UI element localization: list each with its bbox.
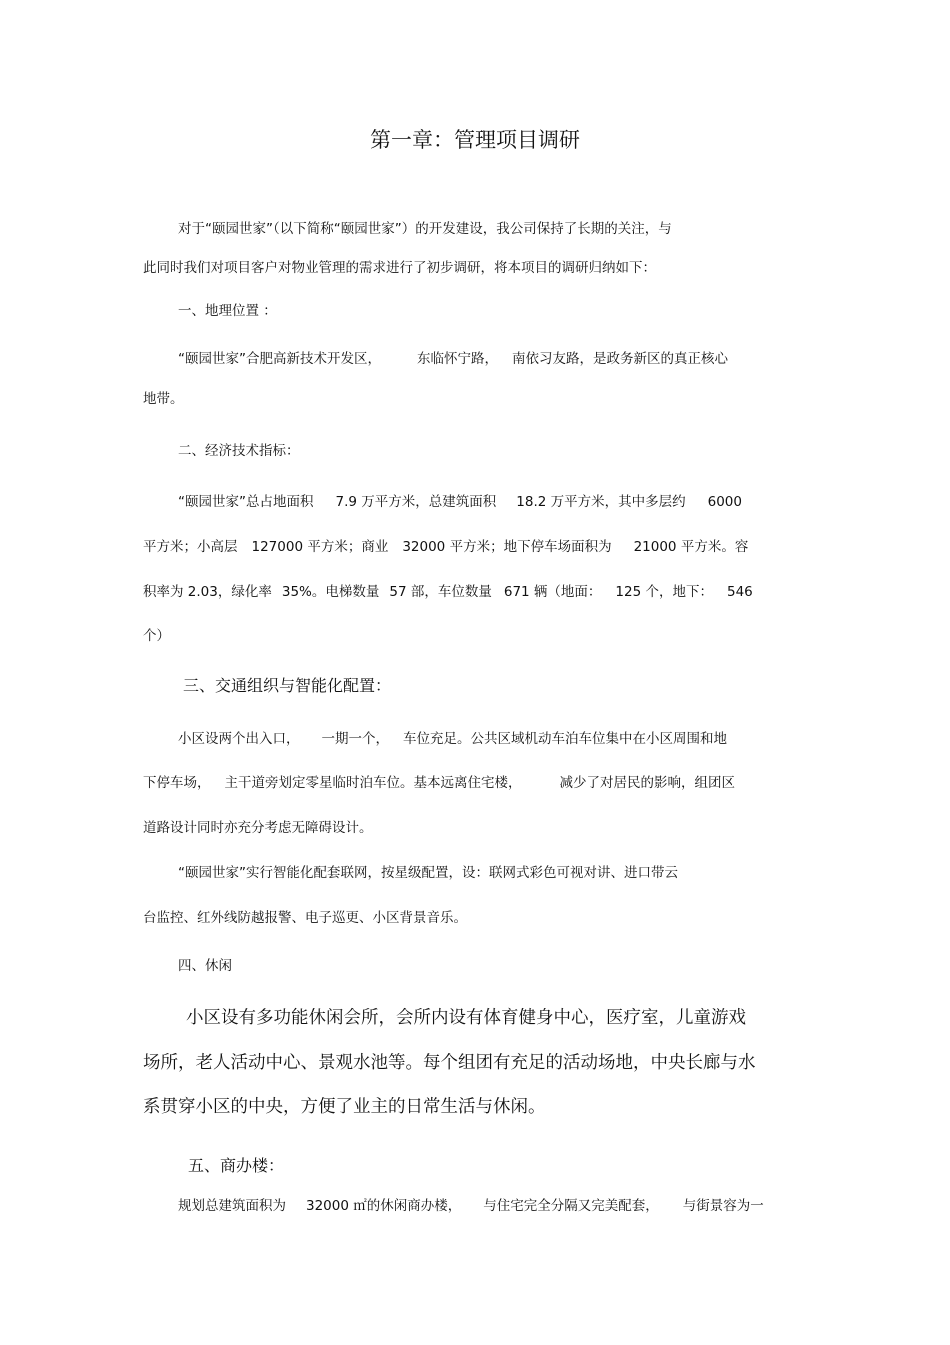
section-2-heading: 二、经济技术指标：	[178, 443, 300, 459]
text-run: 21000 平方米。容	[633, 539, 749, 555]
text-run: 车位充足。公共区域机动车泊车位集中在小区周围和地	[403, 731, 727, 747]
text-run: 127000 平方米；商业	[251, 539, 389, 555]
text-run: 7.9 万平方米，总建筑面积	[335, 494, 497, 510]
text-run: 35%。电梯数量	[281, 584, 380, 600]
text-run: 东临怀宁路，	[417, 351, 498, 367]
section-1-heading: 一、地理位置 ：	[178, 303, 277, 319]
text-run: 积率为 2.03，绿化率	[143, 584, 272, 600]
text-run: 671 辆（地面：	[503, 584, 602, 600]
section-4-para-line-1: 小区设有多功能休闲会所，会所内设有体育健身中心，医疗室，儿童游戏	[186, 1008, 746, 1028]
page-title: 第一章：管理项目调研	[370, 128, 580, 152]
section-5-heading: 五、商办楼：	[188, 1156, 285, 1175]
text-run: 125 个，地下：	[615, 584, 713, 600]
text-run: 小区设两个出入口，	[178, 731, 300, 747]
intro-line-1: 对于“颐园世家”（以下简称“颐园世家”）的开发建设，我公司保持了长期的关注，与	[178, 221, 672, 237]
text-run: 规划总建筑面积为	[178, 1198, 286, 1214]
text-run: 与街景容为一	[682, 1198, 764, 1214]
text-run: 减少了对居民的影响，组团区	[559, 775, 735, 791]
section-4-heading: 四、休闲	[178, 958, 232, 974]
text-run: 平方米；小高层	[143, 539, 238, 555]
section-4-para-line-3: 系贯穿小区的中央，方便了业主的日常生活与休闲。	[143, 1097, 546, 1117]
text-run: 一期一个，	[321, 731, 389, 747]
text-run: 18.2 万平方米，其中多层约	[516, 494, 686, 510]
section-3-para-line-5: 台监控、红外线防越报警、电子巡更、小区背景音乐。	[143, 910, 467, 926]
section-2-para-line-3	[143, 586, 753, 600]
text-run: 主干道旁划定零星临时泊车位。基本远离住宅楼，	[224, 775, 522, 791]
text-run: 6000	[707, 494, 742, 510]
text-run: 32000 平方米；地下停车场面积为	[402, 539, 612, 555]
intro-line-2: 此同时我们对项目客户对物业管理的需求进行了初步调研，将本项目的调研归纳如下：	[143, 260, 656, 276]
text-run: “颐园世家”总占地面积	[178, 494, 314, 510]
text-run: “颐园世家”合肥高新技术开发区，	[178, 351, 381, 367]
section-3-para-line-2	[143, 777, 735, 791]
text-run: 57 部，车位数量	[389, 584, 492, 600]
section-2-para-line-4: 个）	[143, 628, 170, 644]
text-run: 546	[726, 584, 753, 600]
text-run: 32000 ㎡的休闲商办楼，	[306, 1198, 462, 1214]
section-4-para-line-2: 场所，老人活动中心、景观水池等。每个组团有充足的活动场地，中央长廊与水	[143, 1053, 756, 1073]
section-1-para-line-1	[178, 353, 728, 367]
section-3-para-line-3: 道路设计同时亦充分考虑无障碍设计。	[143, 820, 373, 836]
section-3-para-line-4: “颐园世家”实行智能化配套联网，按星级配置，设：联网式彩色可视对讲、进口带云	[178, 865, 678, 881]
section-3-heading: 三、交通组织与智能化配置：	[183, 676, 392, 695]
section-2-para-line-1	[178, 496, 742, 510]
text-run: 南依习友路，是政务新区的真正核心	[512, 351, 728, 367]
section-5-para-line-1	[178, 1200, 764, 1214]
text-run: 下停车场，	[143, 775, 211, 791]
section-3-para-line-1	[178, 733, 727, 747]
section-2-para-line-2	[143, 541, 748, 555]
section-1-para-line-2: 地带。	[143, 391, 184, 407]
text-run: 与住宅完全分隔又完美配套，	[483, 1198, 659, 1214]
